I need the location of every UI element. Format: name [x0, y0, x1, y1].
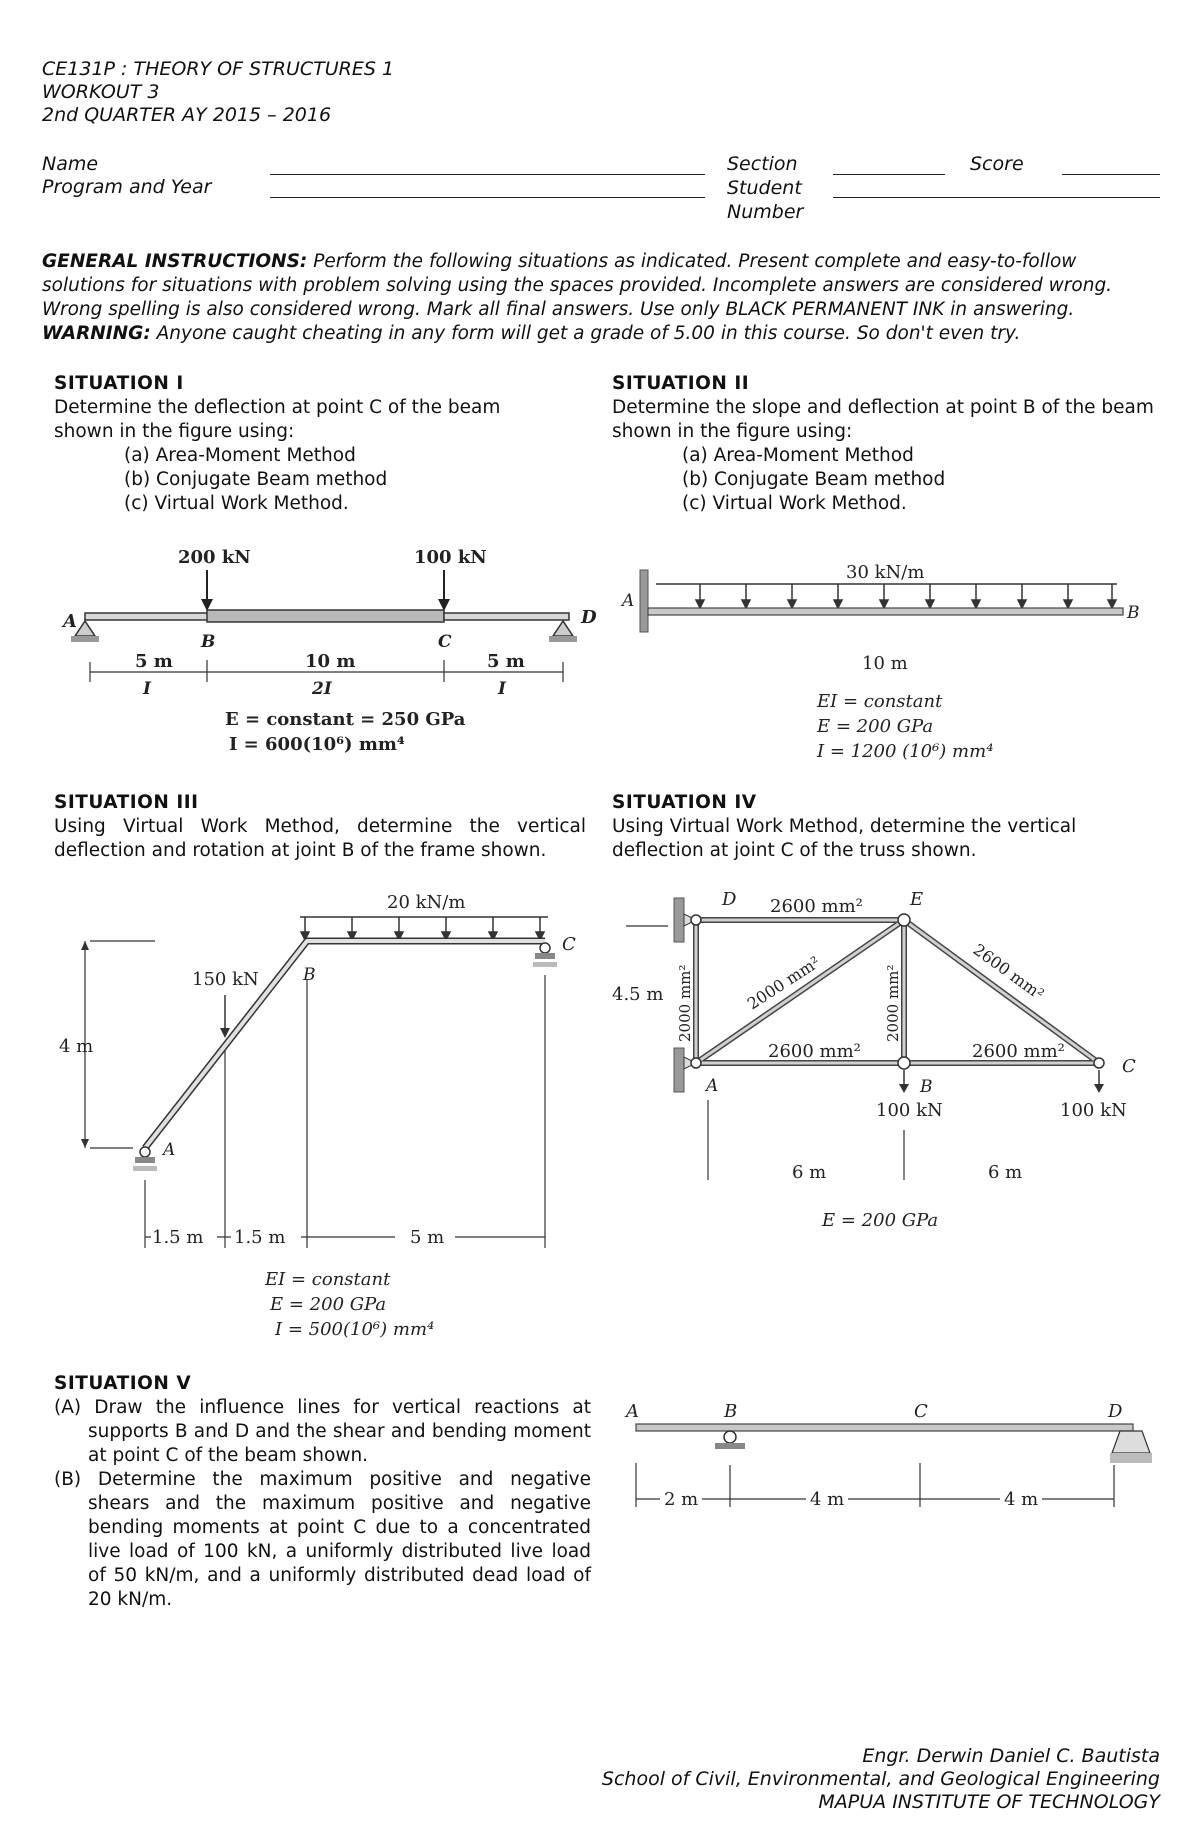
- situation-2-method-b: (b) Conjugate Beam method: [682, 469, 946, 490]
- joint-a: A: [706, 1076, 719, 1096]
- dim-5m-left: 5 m: [135, 651, 173, 672]
- figure-overhang-beam: [612, 1395, 1172, 1535]
- dim-10m: 10 m: [305, 651, 356, 672]
- figure-beam-1: [55, 535, 615, 765]
- figure-cantilever: [612, 548, 1172, 773]
- joint-e: E: [910, 889, 924, 910]
- section-label: Section: [727, 153, 798, 175]
- load-100kn-b: 100 kN: [876, 1100, 943, 1121]
- institution: MAPUA INSTITUTE OF TECHNOLOGY: [818, 1791, 1160, 1813]
- inertia-2i: 2I: [312, 679, 332, 699]
- student-label: Student: [727, 177, 802, 199]
- dim-1-5m-left: 1.5 m: [152, 1227, 204, 1248]
- situation-4-title: SITUATION IV: [612, 792, 757, 813]
- point-c: C: [438, 632, 452, 652]
- point-a: A: [163, 1140, 176, 1160]
- point-d: D: [581, 607, 597, 628]
- load-20kn-m: 20 kN/m: [387, 892, 466, 913]
- load-100kn-c: 100 kN: [1060, 1100, 1127, 1121]
- situation-5: [54, 1372, 591, 1612]
- dim-6m-left: 6 m: [792, 1162, 827, 1183]
- situation-1-method-a: (a) Area-Moment Method: [124, 445, 356, 466]
- situation-3: [54, 791, 586, 863]
- program-field[interactable]: [270, 197, 705, 198]
- point-b: B: [1127, 603, 1140, 623]
- author: Engr. Derwin Daniel C. Bautista: [862, 1745, 1160, 1767]
- figure-truss: [612, 880, 1172, 1255]
- dim-4m-left: 4 m: [810, 1489, 845, 1510]
- dim-2m: 2 m: [664, 1489, 699, 1510]
- school: School of Civil, Environmental, and Geological Engineering: [601, 1768, 1160, 1790]
- situation-1-text: Determine the deflection at point C of the beam shown in the figure using:: [54, 397, 501, 442]
- modulus-e: E = constant = 250 GPa: [225, 709, 466, 730]
- point-b: B: [724, 1401, 738, 1422]
- situation-3-title: SITUATION III: [54, 792, 199, 813]
- instructions-text: Perform the following situations as indicated. Present complete and easy-to-follow solutions for situations with problem solving using the spaces provided. Incomplete answers are considered wrong. Wrong spelling is also considered wrong. Mark all final answers. Use only BLACK PERMANENT INK in answering.: [42, 251, 1113, 320]
- dim-4m-right: 4 m: [1004, 1489, 1039, 1510]
- dim-5m-right: 5 m: [487, 651, 525, 672]
- area-bc: 2600 mm²: [972, 1041, 1065, 1062]
- score-field[interactable]: [1062, 174, 1160, 175]
- situation-5-part-b: (B) Determine the maximum positive and negative shears and the maximum positive and negative bending moments at point C due to a concentrated live load of 100 kN, a uniformly distributed live load of 50 kN/m, and a uniformly distributed dead load of 20 kN/m.: [54, 1469, 591, 1610]
- height-4m: 4 m: [59, 1036, 94, 1057]
- inertia-i-left: I: [143, 679, 151, 699]
- dim-6m-right: 6 m: [988, 1162, 1023, 1183]
- area-ab: 2600 mm²: [768, 1041, 861, 1062]
- point-c: C: [914, 1401, 928, 1422]
- workout-title: WORKOUT 3: [42, 81, 160, 103]
- load-30kn-m: 30 kN/m: [846, 562, 925, 583]
- warning-label: WARNING:: [42, 323, 151, 344]
- area-ec: 2600 mm²: [969, 939, 1048, 1004]
- load-150kn: 150 kN: [192, 969, 259, 990]
- area-ae: 2000 mm²: [743, 952, 824, 1014]
- situation-2-title: SITUATION II: [612, 373, 750, 394]
- joint-d: D: [722, 889, 737, 910]
- point-b: B: [303, 965, 316, 985]
- inertia-value: I = 500(10⁶) mm⁴: [275, 1319, 435, 1340]
- term-title: 2nd QUARTER AY 2015 – 2016: [42, 104, 332, 126]
- situation-4-text: Using Virtual Work Method, determine the vertical deflection at joint C of the truss shown.: [612, 816, 1077, 861]
- dim-1-5m-right: 1.5 m: [234, 1227, 286, 1248]
- situation-2-method-c: (c) Virtual Work Method.: [682, 493, 907, 514]
- program-label: Program and Year: [42, 176, 212, 198]
- area-de: 2600 mm²: [770, 896, 863, 917]
- inertia-i-right: I: [498, 679, 506, 699]
- section-field[interactable]: [833, 174, 945, 175]
- joint-b: B: [920, 1077, 933, 1097]
- area-be: 2000 mm²: [884, 964, 902, 1042]
- course-title: CE131P : THEORY OF STRUCTURES 1: [42, 58, 395, 80]
- length-10m: 10 m: [862, 653, 908, 674]
- warning-text: Anyone caught cheating in any form will get a grade of 5.00 in this course. So don't even try.: [156, 323, 1021, 344]
- situation-3-text: Using Virtual Work Method, determine the vertical deflection and rotation at joint B of the frame shown.: [54, 816, 586, 861]
- point-b: B: [201, 632, 216, 652]
- name-field[interactable]: [270, 174, 705, 175]
- student-number-field[interactable]: [833, 197, 1160, 198]
- footer: [602, 1745, 1160, 1814]
- instructions-label: GENERAL INSTRUCTIONS:: [42, 251, 308, 272]
- name-label: Name: [42, 153, 99, 175]
- modulus-e: E = 200 GPa: [822, 1210, 939, 1231]
- situation-5-part-a: (A) Draw the influence lines for vertical reactions at supports B and D and the shear and bending moment at point C of the beam shown.: [54, 1397, 591, 1466]
- situation-2-text: Determine the slope and deflection at point B of the beam shown in the figure using:: [612, 397, 1154, 442]
- student-number-label: [727, 176, 803, 224]
- situation-1-method-b: (b) Conjugate Beam method: [124, 469, 388, 490]
- dim-5m: 5 m: [410, 1227, 445, 1248]
- modulus-e: E = 200 GPa: [270, 1294, 387, 1315]
- inertia-value: I = 1200 (10⁶) mm⁴: [817, 741, 994, 762]
- joint-c: C: [1122, 1056, 1136, 1077]
- situation-5-title: SITUATION V: [54, 1373, 192, 1394]
- point-a: A: [622, 591, 635, 611]
- load-100kn: 100 kN: [414, 547, 487, 568]
- situation-2: [612, 372, 1172, 516]
- height-4-5m: 4.5 m: [612, 984, 664, 1005]
- situation-1: [54, 372, 544, 516]
- modulus-e: E = 200 GPa: [817, 716, 934, 737]
- figure-frame: [55, 880, 585, 1345]
- number-label: Number: [727, 201, 804, 223]
- load-200kn: 200 kN: [178, 547, 251, 568]
- point-c: C: [562, 934, 576, 955]
- point-a: A: [63, 611, 77, 632]
- ei-constant: EI = constant: [817, 691, 943, 712]
- general-instructions: [42, 250, 1164, 346]
- ei-constant: EI = constant: [265, 1269, 391, 1290]
- situation-4: [612, 791, 1172, 863]
- situation-2-method-a: (a) Area-Moment Method: [682, 445, 914, 466]
- score-label: Score: [970, 153, 1024, 175]
- inertia-value: I = 600(10⁶) mm⁴: [229, 734, 405, 755]
- point-d: D: [1108, 1401, 1123, 1422]
- area-ad: 2000 mm²: [676, 964, 694, 1042]
- course-header: [42, 58, 394, 127]
- point-a: A: [626, 1401, 639, 1422]
- situation-1-method-c: (c) Virtual Work Method.: [124, 493, 349, 514]
- situation-1-title: SITUATION I: [54, 373, 184, 394]
